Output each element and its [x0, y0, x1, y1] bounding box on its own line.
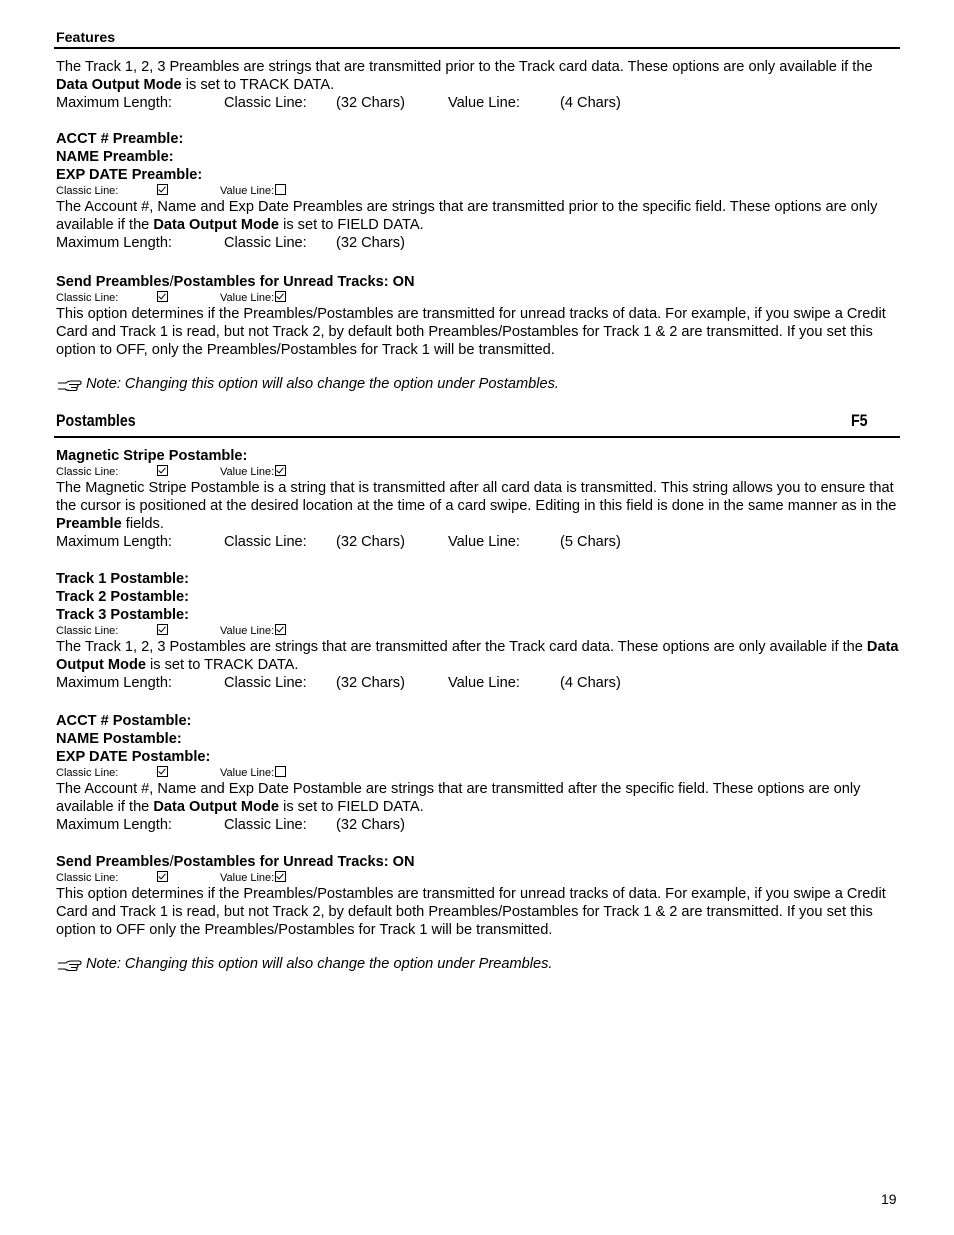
bold-term: Data Output Mode: [56, 639, 899, 673]
value-line-checkbox: [275, 184, 286, 195]
max-length-label: Maximum Length:: [56, 817, 172, 833]
field-title: Track 2 Postamble:: [56, 589, 190, 605]
max-length-row: [56, 533, 899, 551]
text: The Track 1, 2, 3 Postambles are strings that are transmitted after the Track card data. These options are only available if the: [56, 639, 867, 655]
section-rule: [54, 436, 900, 438]
classic-line-checkbox: [157, 465, 168, 476]
bold-term: Preamble: [56, 516, 122, 532]
magnetic-stripe-postamble-section: [56, 447, 899, 551]
field-title: NAME Postamble:: [56, 731, 182, 747]
bold-term: Data Output Mode: [153, 217, 280, 233]
note-text: Note: Changing this option will also change the option under Postambles.: [86, 376, 559, 392]
text: is set to TRACK DATA.: [181, 77, 335, 93]
classic-line-label: Classic Line:: [224, 235, 307, 251]
value-line-label: Value Line:: [220, 625, 275, 637]
pointing-hand-icon: [56, 377, 82, 393]
max-length-label: Maximum Length:: [56, 675, 172, 691]
text: The Account #, Name and Exp Date Preambles are strings that are transmitted prior to the specific field. These options are only available if the: [56, 199, 878, 233]
max-length-row: [56, 234, 899, 252]
value-line-label: Value Line:: [220, 466, 275, 478]
unread-title: [56, 273, 899, 291]
value-line-label: Value Line:: [220, 292, 275, 304]
classic-line-label: Classic Line:: [224, 675, 307, 691]
classic-line-value: (32 Chars): [336, 95, 405, 111]
max-length-label: Maximum Length:: [56, 534, 172, 550]
value-line-checkbox: [275, 871, 286, 882]
classic-line-label: Classic Line:: [56, 185, 119, 197]
field-title: NAME Preamble:: [56, 149, 174, 165]
postambles-unread-section: [56, 853, 899, 973]
text: The Track 1, 2, 3 Preambles are strings that are transmitted prior to the Track card data. These options are only available if the: [56, 59, 873, 75]
pointing-hand-icon: [56, 957, 82, 973]
text: is set to FIELD DATA.: [279, 217, 424, 233]
unread-title: [56, 853, 899, 871]
classic-line-label: Classic Line:: [224, 534, 307, 550]
classic-line-checkbox: [157, 184, 168, 195]
field-title: ACCT # Preamble:: [56, 131, 184, 147]
value-line-label: Value Line:: [220, 872, 275, 884]
classic-line-label: Classic Line:: [224, 817, 307, 833]
note: [56, 955, 899, 973]
field-title: Magnetic Stripe Postamble:: [56, 448, 248, 464]
text: /: [169, 854, 174, 870]
field-title: ACCT # Postamble:: [56, 713, 192, 729]
value-line-checkbox: [275, 766, 286, 777]
max-length-row: [56, 94, 899, 112]
note: [56, 375, 899, 393]
value-line-label: Value Line:: [448, 95, 520, 111]
track-postambles-section: [56, 570, 899, 692]
value-line-checkbox: [275, 291, 286, 302]
text: Send Preambles: [56, 274, 170, 290]
line-checkboxes: [56, 871, 899, 885]
classic-line-value: (32 Chars): [336, 675, 405, 691]
text: Send Preambles: [56, 854, 170, 870]
classic-line-label: Classic Line:: [56, 872, 119, 884]
page-header-title: Features: [56, 30, 116, 46]
value-line-label: Value Line:: [448, 534, 520, 550]
value-line-checkbox: [275, 624, 286, 635]
function-key-label: F5: [851, 412, 868, 430]
text: The Account #, Name and Exp Date Postamble are strings that are transmitted after the specific field. These options are only available if the: [56, 781, 861, 815]
field-postambles-section: [56, 712, 899, 834]
text: Postambles for Unread Tracks: ON: [173, 854, 415, 870]
note-text: Note: Changing this option will also change the option under Preambles.: [86, 956, 553, 972]
value-line-label: Value Line:: [220, 185, 275, 197]
text: is set to TRACK DATA.: [145, 657, 299, 673]
value-line-checkbox: [275, 465, 286, 476]
classic-line-label: Classic Line:: [56, 466, 119, 478]
text: The Magnetic Stripe Postamble is a string that is transmitted after all card data is transmitted. This string allows you to ensure that the cursor is positioned at the desired location at the time of a card swipe. Editing in this field is done in the same manner as in the: [56, 480, 897, 514]
field-title: Track 1 Postamble:: [56, 571, 190, 587]
text: /: [169, 274, 174, 290]
unread-description: This option determines if the Preambles/Postambles are transmitted for unread tracks of data. For example, if you swipe a Credit Card and Track 1 is read, but not Track 2, by default both Preambles/Postambles for Track 1 & 2 are transmitted. If you set this option to OFF, only the Preambles/Postambles for Track 1 will be transmitted.: [56, 306, 886, 358]
classic-line-label: Classic Line:: [56, 625, 119, 637]
value-line-label: Value Line:: [448, 675, 520, 691]
classic-line-value: (32 Chars): [336, 534, 405, 550]
line-checkboxes: [56, 465, 899, 479]
value-line-value: (4 Chars): [560, 675, 621, 691]
line-checkboxes: [56, 624, 899, 638]
classic-line-value: (32 Chars): [336, 817, 405, 833]
field-preambles-section: [56, 130, 899, 252]
max-length-row: [56, 674, 899, 692]
classic-line-checkbox: [157, 291, 168, 302]
text: is set to FIELD DATA.: [279, 799, 424, 815]
unread-description: This option determines if the Preambles/Postambles are transmitted for unread tracks of data. For example, if you swipe a Credit Card and Track 1 is read, but not Track 2, by default both Preambles/Postambles for Track 1 & 2 are transmitted. If you set this option to OFF only the Preambles/Postambles for Track 1 will be transmitted.: [56, 886, 886, 938]
max-length-label: Maximum Length:: [56, 235, 172, 251]
classic-line-label: Classic Line:: [56, 292, 119, 304]
field-title: EXP DATE Postamble:: [56, 749, 211, 765]
bold-term: Data Output Mode: [56, 77, 182, 93]
bold-term: Data Output Mode: [153, 799, 280, 815]
classic-line-checkbox: [157, 871, 168, 882]
value-line-value: (5 Chars): [560, 534, 621, 550]
track-preambles-description: [56, 58, 899, 112]
section-title: Postambles: [56, 412, 136, 430]
classic-line-label: Classic Line:: [224, 95, 307, 111]
field-title: Track 3 Postamble:: [56, 607, 190, 623]
classic-line-checkbox: [157, 766, 168, 777]
text: Postambles for Unread Tracks: ON: [173, 274, 415, 290]
header-rule: [54, 47, 900, 49]
value-line-value: (4 Chars): [560, 95, 621, 111]
field-title: EXP DATE Preamble:: [56, 167, 203, 183]
value-line-label: Value Line:: [220, 767, 275, 779]
max-length-label: Maximum Length:: [56, 95, 172, 111]
classic-line-value: (32 Chars): [336, 235, 405, 251]
max-length-row: [56, 816, 899, 834]
preambles-unread-section: [56, 273, 899, 393]
classic-line-checkbox: [157, 624, 168, 635]
page-number: 19: [881, 1191, 897, 1207]
line-checkboxes: [56, 766, 899, 780]
line-checkboxes: [56, 184, 899, 198]
line-checkboxes: [56, 291, 899, 305]
classic-line-label: Classic Line:: [56, 767, 119, 779]
text: fields.: [121, 516, 164, 532]
